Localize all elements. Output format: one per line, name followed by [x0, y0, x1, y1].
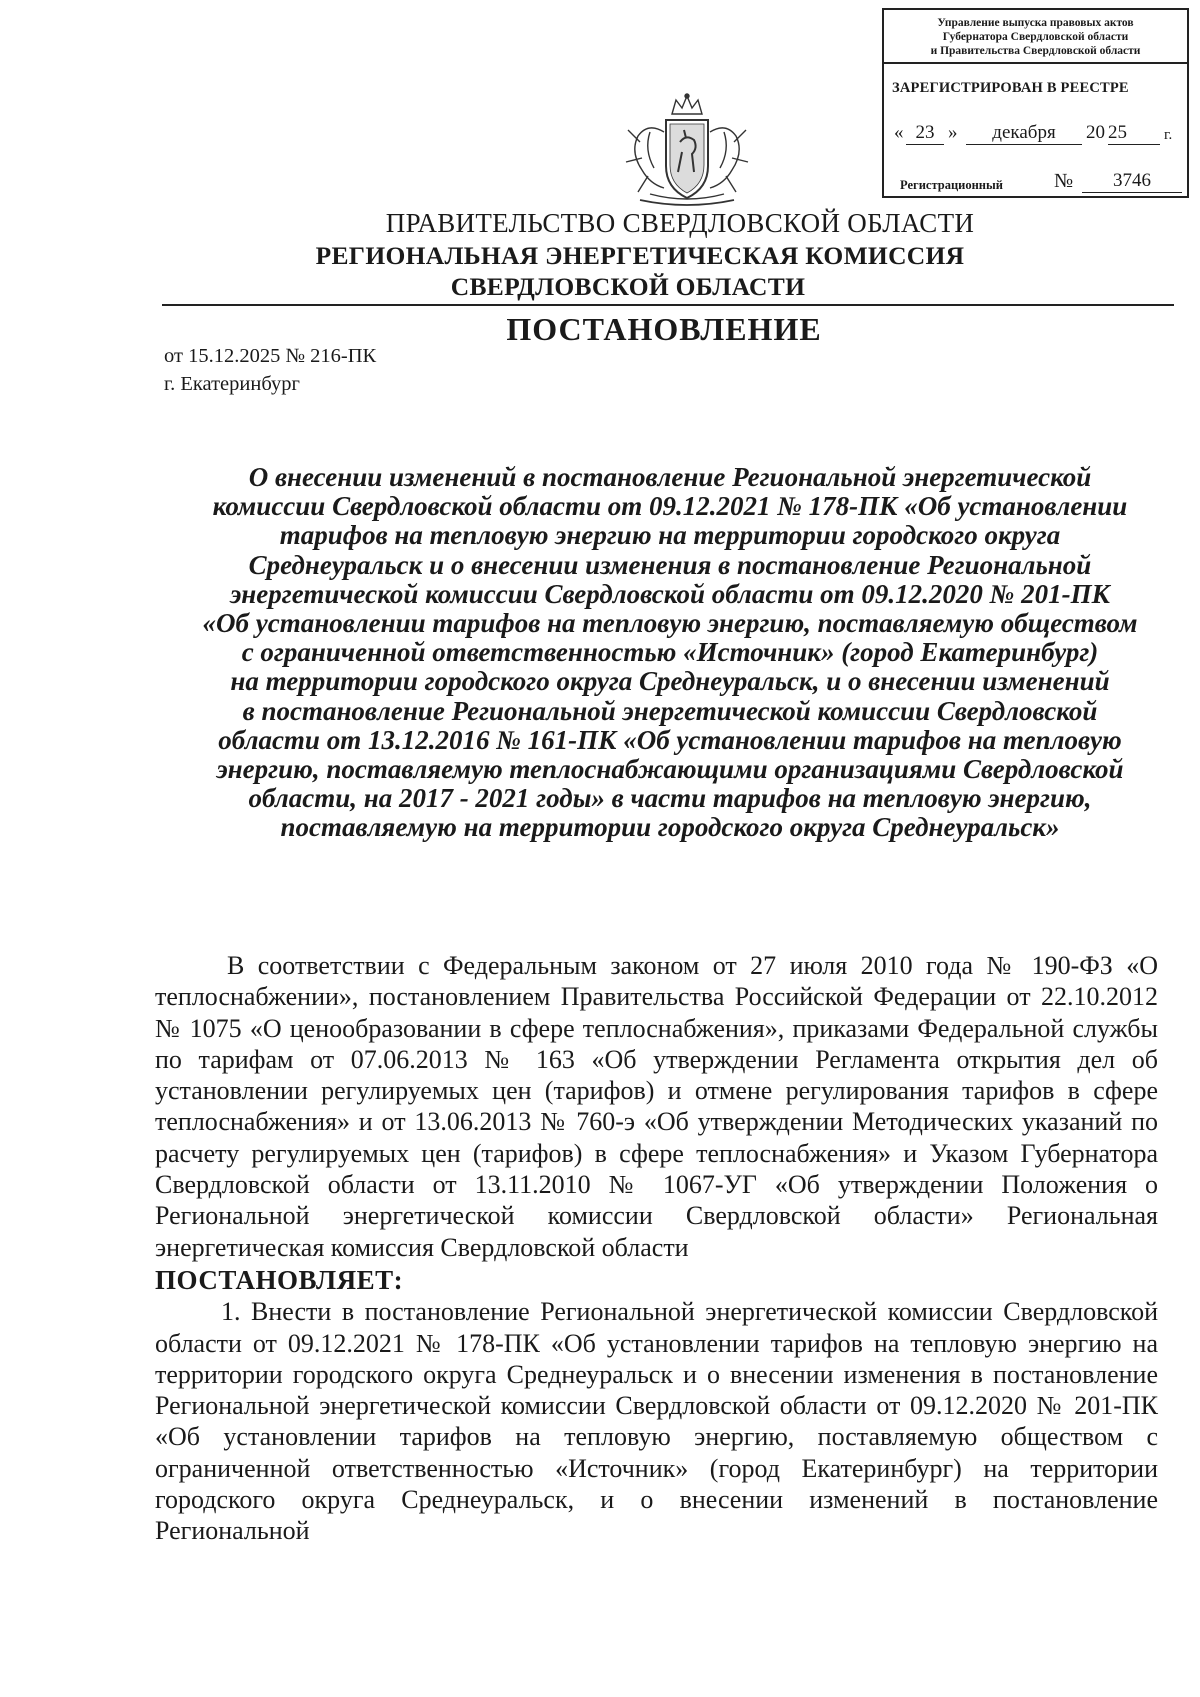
- stamp-date-close-quote: »: [948, 122, 958, 143]
- resolves-heading: ПОСТАНОВЛЯЕТ:: [155, 1264, 404, 1295]
- title-line: тарифов на тепловую энергию на территории городского округа: [279, 520, 1061, 551]
- stamp-registered-label: ЗАРЕГИСТРИРОВАН В РЕЕСТРЕ: [892, 80, 1129, 96]
- title-line: «Об установлении тарифов на тепловую энергию, поставляемую обществом: [202, 608, 1138, 639]
- title-line: области, на 2017 - 2021 годы» в части тарифов на тепловую энергию,: [248, 783, 1092, 814]
- stamp-month: декабря: [966, 122, 1082, 145]
- stamp-header-line-3: и Правительства Свердловской области: [930, 45, 1141, 57]
- title-line: комиссии Свердловской области от 09.12.2021 № 178-ПК «Об установлении: [212, 491, 1128, 522]
- stamp-header-line-1: Управление выпуска правовых актов: [937, 17, 1134, 29]
- stamp-number-row: [892, 170, 1184, 196]
- document-title: [165, 463, 1175, 843]
- header-divider: [162, 304, 1174, 306]
- document-meta: [164, 342, 376, 398]
- title-line: на территории городского округа Среднеуральск, и о внесении изменений: [230, 666, 1110, 697]
- registration-stamp: [882, 8, 1189, 198]
- title-line: О внесении изменений в постановление Региональной энергетической: [248, 462, 1092, 492]
- title-line: области от 13.12.2016 № 161-ПК «Об установлении тарифов на тепловую: [218, 724, 1122, 755]
- coat-of-arms-icon: [620, 92, 754, 210]
- preamble-paragraph: В соответствии с Федеральным законом от 27 июля 2010 года № 190-ФЗ «О теплоснабжении», постановлением Правительства Российской Федерации от 22.10.2012 № 1075 «О ценообразовании в сфере теплоснабжения», приказами Федеральной службы по тарифам от 07.06.2013 № 163 «Об утверждении Регламента открытия дел об установлении регулируемых цен (тарифов) и отмене регулирования тарифов в сфере теплоснабжения» и от 13.06.2013 № 760-э «Об утверждении Методических указаний по расчету регулируемых цен (тарифов) в сфере теплоснабжения» и Указом Губернатора Свердловской области от 13.11.2010 № 1067-УГ «Об утверждении Положения о Региональной энергетической комиссии Свердловской области» Региональная энергетическая комиссия Свердловской области: [155, 951, 1158, 1262]
- commission-name-line-1: РЕГИОНАЛЬНАЯ ЭНЕРГЕТИЧЕСКАЯ КОМИССИЯ: [315, 241, 965, 270]
- title-line: в постановление Региональной энергетической комиссии Свердловской: [242, 695, 1098, 726]
- stamp-day: 23: [906, 122, 944, 145]
- title-line: поставляемую на территории городского округа Среднеуральск»: [280, 812, 1060, 843]
- stamp-date: [892, 122, 1184, 148]
- document-type: ПОСТАНОВЛЕНИЕ: [506, 311, 822, 347]
- stamp-year-prefix: 20: [1086, 122, 1105, 143]
- title-line: энергетической комиссии Свердловской области от 09.12.2020 № 201-ПК: [230, 578, 1110, 609]
- item-1-paragraph: 1. Внести в постановление Региональной энергетической комиссии Свердловской области от 09.12.2021 № 178-ПК «Об установлении тарифов на тепловую энергию на территории городского округа Среднеуральск и о внесении изменения в постановление Региональной энергетической комиссии Свердловской области от 09.12.2020 № 201-ПК «Об установлении тарифов на тепловую энергию, поставляемую обществом с ограниченной ответственностью «Источник» (город Екатеринбург) на территории городского округа Среднеуральск, и о внесении изменений в постановление Региональной: [155, 1297, 1158, 1546]
- stamp-number-sign: №: [1054, 170, 1074, 192]
- stamp-year-suffix: 25: [1108, 122, 1160, 145]
- government-name: ПРАВИТЕЛЬСТВО СВЕРДЛОВСКОЙ ОБЛАСТИ: [385, 208, 975, 238]
- document-body: [155, 950, 1158, 1547]
- title-line: энергию, поставляемую теплоснабжающими организациями Свердловской: [216, 754, 1124, 785]
- title-line: с ограниченной ответственностью «Источник» (город Екатеринбург): [241, 637, 1099, 668]
- document-date-number: от 15.12.2025 № 216-ПК: [164, 345, 377, 367]
- stamp-header: [884, 10, 1187, 64]
- stamp-reg-label: Регистрационный: [900, 178, 1003, 192]
- stamp-date-open-quote: «: [894, 122, 904, 143]
- stamp-reg-number: 3746: [1082, 170, 1182, 193]
- title-line: Среднеуральск и о внесении изменения в постановление Региональной: [248, 549, 1092, 580]
- stamp-header-line-2: Губернатора Свердловской области: [942, 31, 1129, 43]
- stamp-year-abbr: г.: [1164, 127, 1173, 143]
- commission-name-line-2: СВЕРДЛОВСКОЙ ОБЛАСТИ: [450, 272, 806, 301]
- document-city: г. Екатеринбург: [164, 373, 300, 395]
